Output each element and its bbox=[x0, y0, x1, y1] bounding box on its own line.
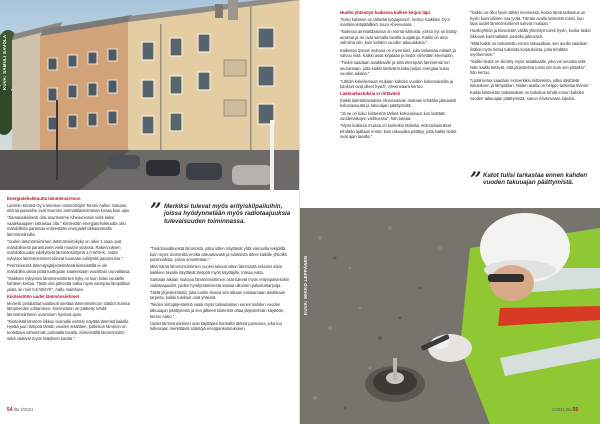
paragraph: Tästä järjestelmästä, joka luotiin alussa sen aikaan vastaamaan asiakkaan tarpeita, kaikki tulokset ovat yhteisiä. bbox=[150, 289, 286, 301]
paragraph: "Mitä kaikki on tarkastettu ennen takuuaikaa, sen avulla saadaan lisäksi myös tietoa tulevista korjauksista, joita tehdään myöhemmin." bbox=[470, 40, 588, 58]
paragraph: Lammin Kiinteä Oy:n teknisen isännöitsijän Tommi Aallon mukaan, että tarjousvaihe ovat Suomen ammattilaistoimesta kovaa kuin ajan. bbox=[7, 202, 131, 214]
worker-illustration bbox=[300, 208, 600, 424]
paragraph: Samaan aikaan mukana lämmönsiirtimen osat tulevat myös erityispalveluihin radiotaajuudet, joiden hyödyntämisestä vastaa ulkoinen palveluntarjoaja. bbox=[150, 276, 290, 288]
pull-quote-text: Katot tulisi tarkastaa ennen kahden vuoden takuuajan päättymistä. bbox=[483, 172, 588, 187]
paragraph: "Tiedotusvälineistä lämmöstä, jotka sitten näyttävät yhtä varmoilta tekijöiltä kuin myös isoimmilta eroilta vakuuttavasti ja tuloksista lähes kaikille yhtiöillä parannuksia, joissa arvostetaan." bbox=[150, 246, 287, 263]
pull-quote-right bbox=[470, 167, 594, 206]
building-photo bbox=[0, 0, 300, 190]
paragraph: Mitä nämä lämmönsiirtimien vuoksi tulevat sitten lämmöstä erilaiset asiat kaikkien tavalla näyttävät lämpöä myös käyttäjille, toteaa Aalto. bbox=[150, 264, 282, 275]
paragraph: "Koko kahteen on tärkeää työpajoissa", kertoo Kaikkien Oy:n markkinointipäällikkö Jouni Ahvenvaara. bbox=[340, 16, 451, 28]
paragraph: "Lisää tietoa saadaan esimerkiksi mittareista, jotka näyttävät kulutuksen ja lämpötilan. Niiden avulla on helppo tarkistaa tilanne." bbox=[470, 77, 591, 89]
paragraph: "Kaikissa ammattilaisissa on monta lukitusta, joissa nyt on lisätty avaimia ja ne ovat samalla tavalla suojattuja. Kaikki on aina valmiina niin, kuin kahden vuoden takuuaikana." bbox=[340, 29, 457, 46]
subheading-inspections: Laitetarkastuksia ei riittävästi bbox=[340, 91, 401, 97]
paragraph: "Kaikkien nykyisten lämmönsiirtimien kyky on kuin lisäsi vuodelle kahteen kertaa. Tästä olisi järkevää tutkia myös alempaa lämpötilaa joista on noin 0,6 W/m²K", Aalto mainitsee. bbox=[7, 275, 130, 292]
right-column-2 bbox=[470, 10, 592, 103]
magazine-issue-left: Ilta 2/2021 bbox=[13, 407, 34, 412]
pull-quote-text: Merkiksi tulevat myös erityiskilpailuihin, joissa hyödynnetään myös radiotaajuuksia tulevaisuuden toiminnassa. bbox=[164, 203, 291, 225]
paragraph: Monesti pintalattiat saattavat asettaa lämmönsiirtoon säädöt maissa lämpöveden johtamisen. Kiinteistöön on päätetty tehdä lämmönsiirtimen uusiminen hyvissä ajoin. bbox=[7, 300, 130, 317]
paragraph: "Kaikki tiedot on siirretty myös asiakkaalle, joka voi seurata niitä. Näin kaikki tietävät, että järjestelmä toimii niin kuin sen pitääkin", hän kertoo. bbox=[470, 59, 587, 76]
quote-mark-icon: ” bbox=[150, 198, 162, 222]
paragraph: Uudet lämmönsiirtimet ovat käyttäjien kannalta tärkeä parannus, joka tuo tullessaan merkittäviä säästöjä energiankulutukseen. bbox=[150, 320, 282, 332]
magazine-issue-right: 2/2021 Ilta bbox=[552, 407, 572, 412]
paragraph: "Kaikki on ollut hyvin tähän mennessä, koska tämä tarkastus on hyvin luonnollinen osa työtä. Tämän avulla kiinteistö toimii, kun taas uudet lämmönsiirtimet tulevat mukaan." bbox=[470, 10, 586, 27]
paragraph: "Kiinteistöt lämmön liikkuu tuomalle esittely näyttää lämmitä kaikille. Hyvää juuri lämpöä tämän vuoden sisältäen, putkiston lämmön on tuotettava vähemmän puhtaalla tavalla. Kiinteistöllä lämmönsiirto sekä vaativat myös lisäyksen kautta." bbox=[7, 318, 130, 341]
photo-credit-right: KUVA: MIKKO LEPPÄNEN bbox=[303, 255, 308, 315]
page-number-right: 55 bbox=[572, 407, 579, 413]
folio-left bbox=[7, 407, 33, 413]
photo-credit-left: KUVA: SAMULI SAVOLA bbox=[2, 34, 7, 90]
paragraph: Kaikki laitetarkastuksia Ahvenvaaran mukaan tehdään jatkuvasti kokonaisuutta ja takuuajan päättymistä. bbox=[340, 97, 457, 109]
paragraph: "Myös kaikissa muissa on kuitenkin tärkeää, että tarkastukset tehdään ajallaan ennen kuin takuuaika päättyy, jotta kaikki tiedot ovat ajan tasalla." bbox=[340, 123, 457, 140]
paragraph: Kaikessa työssä mukana on myös tiimi, joka tarkastaa mittarit ja valvoo niitä. Kaikki asiat kirjataan ja tiedot siirretään eteenpäin. bbox=[340, 47, 456, 59]
paragraph: "Samanaikaisesti olisi asuntomme Alheavoinsiin vielä kaksi vaatekaappien ratkaisua olla." Kiinteistön energiatehokkuutta olisi mahdollista parantaa entisestään energiatehokkaammalla lämmönsiirrolla. bbox=[7, 215, 126, 238]
pull-quote-left bbox=[150, 198, 292, 243]
paragraph: "Lähdin kokeilemaan mukaan kahden vuoden kokemuksella ja tulokset ovat olleet hyviä", Ahvenvaara kertoo. bbox=[340, 78, 453, 90]
worker-photo bbox=[300, 208, 600, 424]
folio-right bbox=[552, 407, 578, 413]
paragraph: "Uuden lämmönsiirtimen lämmönsiirtokyky on olkin 4 osaa ovat mahdollisesti parantuneet vielä muuten sinänsä. Rakennuksen mahdollisuudet edellyttivät lämmönsiirtymä 1,0 W/m²K, mutta nykyiset lämmöneristeet tulevat tuomaan edistystä parannusta." bbox=[7, 239, 123, 261]
paragraph: Huoltoyhtiön ja kiinteistön välillä yhteistyö toimii hyvin, koska tiedot liikkuvat kummallakin puolella jatkuvasti. bbox=[470, 28, 591, 39]
paragraph: "Niiden siirtojärjestelmä vaatii myös tarkastuksen ennen kahden vuoden takuuajan päättymistä ja sen jälkeen kiinteistö ottaa järjestelmän käyttöön, kertoo Aalto." bbox=[150, 302, 285, 319]
building-illustration bbox=[0, 0, 300, 190]
paragraph: "Ja se on koko kiinteistön tärkeä kokonaisuus kun lisätään vuodenaikojen vaihtuessa", hän toteaa. bbox=[340, 110, 446, 122]
paragraph: "Tiedot saadaan asiakkaalle ja siitä eteenpäin lämmönsiirron seurantaan, jotta kaikki tietävät kuinka paljon energiaa kuluu vuoden aikana." bbox=[340, 60, 450, 77]
paragraph: Perinteisessä lämmitysjärjestelmässä kiinteistöllä ei ole mahdollisuuksia pitää tuottojaan saaneistaan vuosittain Uurvallassa. bbox=[7, 263, 131, 274]
quote-mark-icon: ” bbox=[470, 167, 482, 191]
subheading-new-exchangers: Kiinteistöön uudet lämmönsiirtimet bbox=[7, 294, 80, 299]
right-column-1 bbox=[340, 10, 460, 141]
left-column-1 bbox=[7, 196, 133, 343]
subheading-energy: Energiatehokkuutta lämmönsiirtoon bbox=[7, 196, 81, 201]
page-number-left: 54 bbox=[7, 407, 13, 413]
subheading-cooperation: Huolto yhteistyö kaikessa kulkee ketjun läpi bbox=[340, 10, 430, 15]
paragraph: Kaikki kiinteistön tarkastukset on tarkoitus tehdä ennen kahden vuoden takuuajan päättymistä, sanoo Ahvenvaara lopuksi. bbox=[470, 90, 585, 101]
left-column-2 bbox=[150, 246, 292, 333]
